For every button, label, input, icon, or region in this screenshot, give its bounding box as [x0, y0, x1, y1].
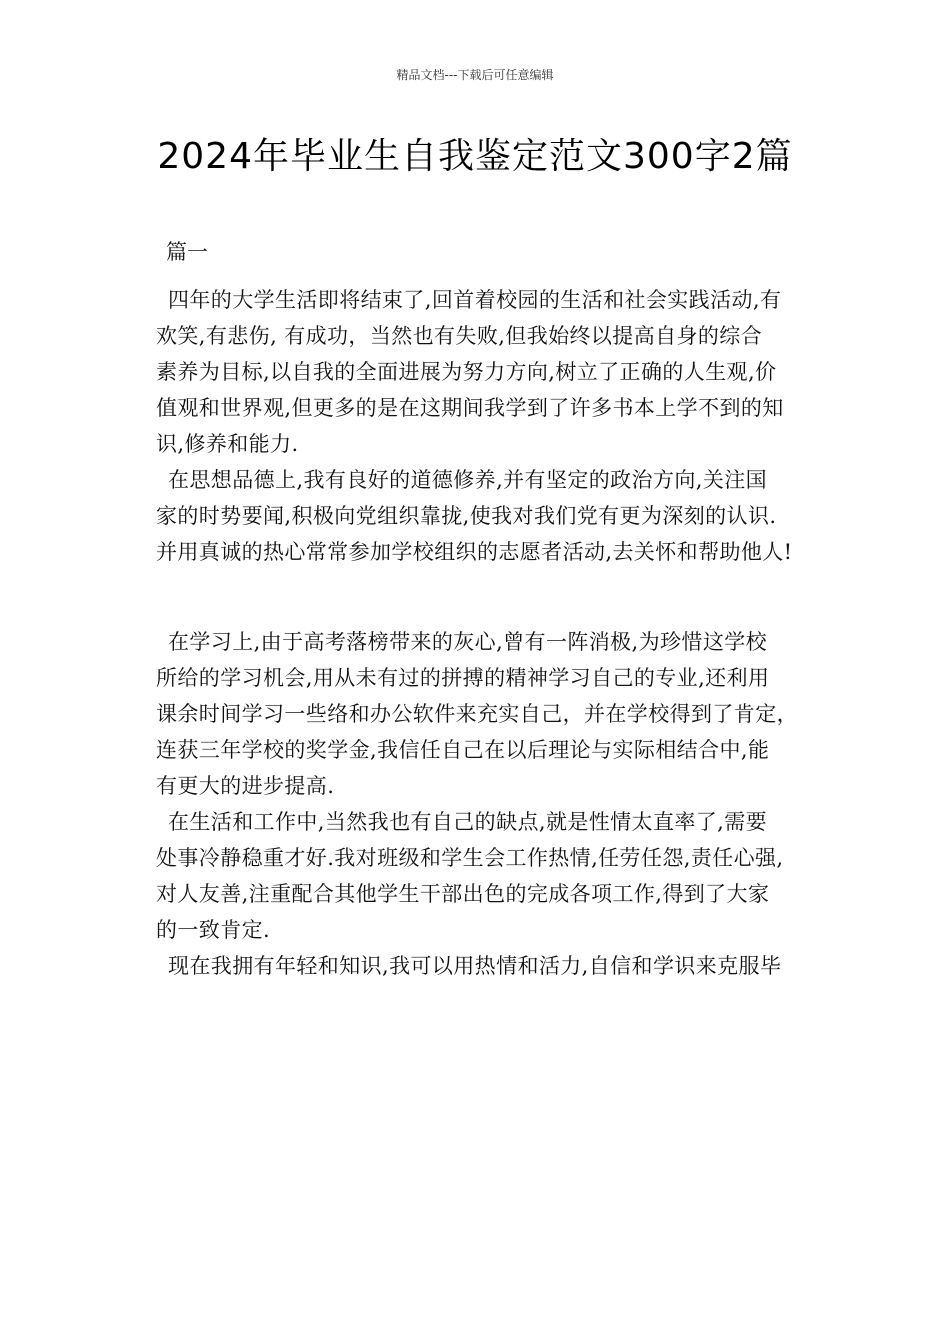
text-line: 课余时间学习一些络和办公软件来充实自己，并在学校得到了肯定， — [156, 702, 798, 726]
paragraph — [144, 948, 816, 984]
text-line: 现在我拥有年轻和知识,我可以用热情和活力,自信和学识来克服毕 — [168, 954, 782, 978]
text-line: 有更大的进步提高. — [156, 774, 335, 798]
text-line: 的一致肯定. — [156, 918, 271, 942]
document-title: 2024年毕业生自我鉴定范文300字2篇 — [157, 136, 793, 177]
text-line: 处事冷静稳重才好.我对班级和学生会工作热情,任劳任怨,责任心强, — [156, 846, 784, 870]
text-line: 在思想品德上,我有良好的道德修养,并有坚定的政治方向,关注国 — [168, 468, 768, 492]
text-line: 在学习上,由于高考落榜带来的灰心,曾有一阵消极,为珍惜这学校 — [168, 630, 768, 654]
text-line: 四年的大学生活即将结束了,回首着校园的生活和社会实践活动,有 — [168, 288, 782, 312]
section-heading: 篇一 — [166, 240, 208, 264]
paragraph — [144, 624, 816, 804]
text-line: 在生活和工作中,当然我也有自己的缺点,就是性情太直率了,需要 — [168, 810, 768, 834]
paragraph — [144, 282, 816, 462]
text-line: 并用真诚的热心常常参加学校组织的志愿者活动,去关怀和帮助他人! — [156, 540, 793, 564]
paragraph — [144, 462, 816, 570]
paragraph-gap — [144, 570, 816, 624]
header-note: 精品文档---下载后可任意编辑 — [396, 68, 554, 82]
text-line: 所给的学习机会,用从未有过的拼搏的精神学习自己的专业,还利用 — [156, 666, 770, 690]
text-line: 素养为目标,以自我的全面进展为努力方向,树立了正确的人生观,价 — [156, 360, 777, 384]
text-line: 值观和世界观,但更多的是在这期间我学到了许多书本上学不到的知 — [156, 396, 784, 420]
text-line: 连获三年学校的奖学金,我信任自己在以后理论与实际相结合中,能 — [156, 738, 770, 762]
text-line: 欢笑,有悲伤, 有成功，当然也有失败,但我始终以提高自身的综合 — [156, 324, 763, 348]
text-line: 家的时势要闻,积极向党组织靠拢,使我对我们党有更为深刻的认识. — [156, 504, 777, 528]
document-body — [144, 282, 816, 984]
text-line: 识,修养和能力. — [156, 432, 299, 456]
paragraph — [144, 804, 816, 948]
text-line: 对人友善,注重配合其他学生干部出色的完成各项工作,得到了大家 — [156, 882, 770, 906]
